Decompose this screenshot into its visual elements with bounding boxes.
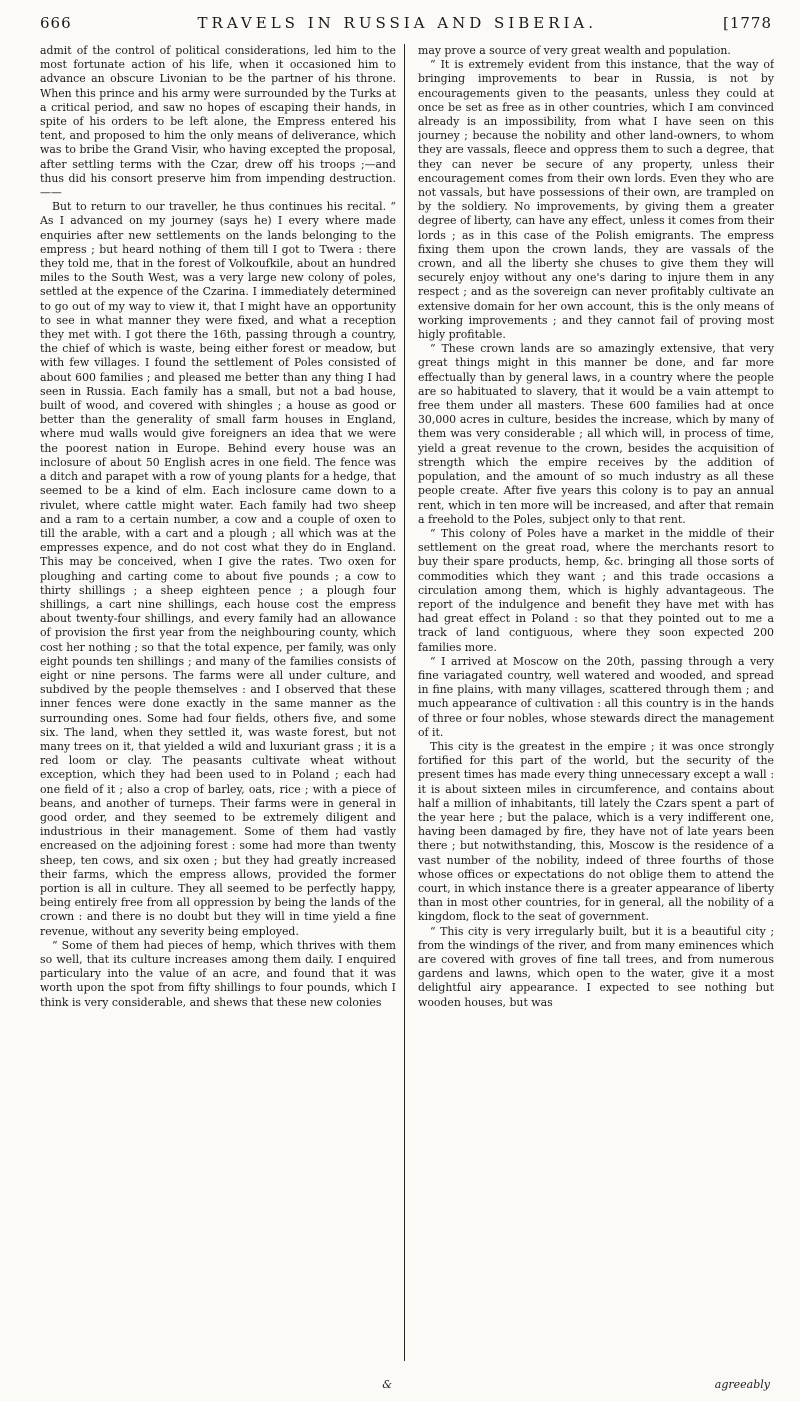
paragraph: “ Some of them had pieces of hemp, which thrives with them so well, that its culture increases among them daily. I enquired particulary into the value of an acre, and found that it was worth upon the spot from fifty shillings to four pounds, which I think is very considerable, and shews that these new colonies [40, 938, 396, 1009]
paragraph: “ It is extremely evident from this instance, that the way of bringing improvements to bear in Russia, is not by encouragements given to the peasants, unless they could at once be set as free as in other countries, which I am convinced already is an impossibility, from what I have seen on this journey ; because the nobility and other land-owners, to whom they are vassals, fleece and oppress them to such a degree, that they can never be secure of any property, unless their encouragement comes from their own lords. Even they who are not vassals, but have possessions of their own, are trampled on by the soldiery. No improvements, by giving them a greater degree of liberty, can have any effect, unless it comes from their lords ; as in this case of the Polish emigrants. The empress fixing them upon the crown lands, they are vassals of the crown, and all the liberty she chuses to give them they will securely enjoy without any one's daring to injure them in any respect ; and as the sovereign can never profitably cultivate an extensive domain for her own account, this is the only means of working improvements ; and they cannot fail of proving most higly profitable. [418, 58, 774, 342]
text-columns [40, 44, 774, 1391]
paragraph: But to return to our traveller, he thus continues his recital. “ As I advanced on my journey (says he) I every where made enquiries after new settlements on the lands belonging to the empress ; but heard nothing of them till I got to Twera : there they told me, that in the forest of Volkoufkile, about an hundred miles to the South West, was a very large new colony of poles, settled at the expence of the Czarina. I immediately determined to go out of my way to view it, that I might have an opportunity to see in what manner they were fixed, and what a reception they met with. I got there the 16th, passing through a country, the chief of which is waste, being either forest or meadow, but with few villages. I found the settlement of Poles consisted of about 600 families ; and pleased me better than any thing I had seen in Russia. Each family has a small, but not a bad house, built of wood, and covered with shingles ; a house as good or better than the generality of small farm houses in England, where mud walls would give foreigners an idea that we were the poorest nation in Europe. Behind every house was an inclosure of about 50 English acres in one field. The fence was a ditch and parapet with a row of young plants for a hedge, that seemed to be a kind of elm. Each inclosure came down to a rivulet, where cattle might water. Each family had two sheep and a ram to a certain number, a cow and a couple of oxen to till the arable, with a cart and a plough ; all which was at the empresses expence, and do not cost what they do in England. This may be conceived, when I give the rates. Two oxen for ploughing and carting come to about five pounds ; a cow to thirty shillings ; a sheep eighteen pence ; a plough four shillings, a cart nine shillings, each house cost the empress about twenty-four shillings, and every family had an allowance of provision the first year from the neighbouring county, which cost her nothing ; so that the total expence, per family, was only eight pounds ten shillings ; and many of the families consists of eight or nine persons. The farms were all under culture, and subdived by the people themselves : and I observed that these inner fences were done exactly in the same manner as the surrounding ones. Some had four fields, others five, and some six. The land, when they settled it, was waste forest, but not many trees on it, that yielded a wild and luxuriant grass ; it is a red loom or clay. The peasants cultivate wheat without exception, which they had been used to in Poland ; each had one field of it ; also a crop of barley, oats, rice ; with a piece of beans, and another of turneps. Their farms were in general in good order, and they seemed to be extremely diligent and industrious in their management. Some of them had vastly encreased on the adjoining forest : some had more than twenty sheep, ten cows, and six oxen ; but they had greatly increased their farms, which the empress allows, provided the former portion is all in culture. They all seemed to be perfectly happy, being entirely free from all oppression by being the lands of the crown : and there is no doubt but they will in time yield a fine revenue, without any severity being employed. [40, 200, 396, 938]
paragraph: “ This city is very irregularly built, but it is a beautiful city ; from the windings of the river, and from many eminences which are covered with groves of fine tall trees, and from numerous gardens and lawns, which open to the water, give it a most delightful airy appearance. I expected to see nothing but wooden houses, but was [418, 924, 774, 1009]
paragraph: “ I arrived at Moscow on the 20th, passing through a very fine variagated country, well watered and wooded, and spread in fine plains, with many villages, scattered through them ; and much appearance of cultivation : all this country is in the hands of three or four nobles, whose stewards direct the management of it. [418, 654, 774, 739]
running-head [40, 14, 772, 40]
paragraph: “ These crown lands are so amazingly extensive, that very great things might in this manner be done, and far more effectually than by general laws, in a country where the people are so habituated to slavery, that it would be a vain attempt to free them under all masters. These 600 families had at once 30,000 acres in culture, besides the increase, which by many of them was very considerable ; all which will, in process of time, yield a great revenue to the crown, besides the acquisition of strength which the empire receives by the addition of population, and the amount of so much industry as all these people create. After five years this colony is to pay an annual rent, which in ten more will be increased, and after that remain a freehold to the Poles, subject only to that rent. [418, 342, 774, 526]
running-title: TRAVELS IN RUSSIA AND SIBERIA. [197, 14, 598, 32]
catchword: agreeably [714, 1378, 770, 1391]
paragraph: This city is the greatest in the empire ; it was once strongly fortified for this part of the world, but the security of the present times has made every thing unnecessary except a wall : it is about sixteen miles in circumference, and contains about half a million of inhabitants, till lately the Czars spent a part of the year here ; but the palace, which is a very indifferent one, having been damaged by fire, they have not of late years been there ; but notwithstanding, this, Moscow is the residence of a vast number of the nobility, indeed of three fourths of those whose offices or expectations do not oblige them to attend the court, in which instance there is a greater appearance of liberty than in most other countries, for in general, all the nobility of a kingdom, flock to the seat of government. [418, 739, 774, 924]
page-number: 666 [40, 14, 72, 32]
catchword: & [382, 1378, 392, 1391]
left-column [40, 44, 396, 1391]
right-column [418, 44, 774, 1391]
date-signature: [1778 [722, 14, 772, 32]
paragraph: may prove a source of very great wealth and population. [418, 44, 731, 57]
paragraph: admit of the control of political considerations, led him to the most fortunate action of his life, when it occasioned him to advance an obscure Livonian to be the partner of his throne. When this prince and his army were surrounded by the Turks at a critical period, and saw no hopes of escaping their hands, in spite of his orders to be left alone, the Empress entered his tent, and proposed to him the only means of deliverance, which was to bribe the Grand Visir, who having excepted the proposal, after settling terms with the Czar, drew off his troops ;—and thus did his consort preserve him from impending destruction.—— [40, 44, 396, 200]
paragraph: “ This colony of Poles have a market in the middle of their settlement on the great road, where the merchants resort to buy their spare products, hemp, &c. bringing all those sorts of commodities which they want ; and this trade occasions a circulation among them, which is highly advantageous. The report of the indulgence and benefit they have met with has had great effect in Poland : so that they pointed out to me a track of land contiguous, where they soon expected 200 families more. [418, 526, 774, 654]
